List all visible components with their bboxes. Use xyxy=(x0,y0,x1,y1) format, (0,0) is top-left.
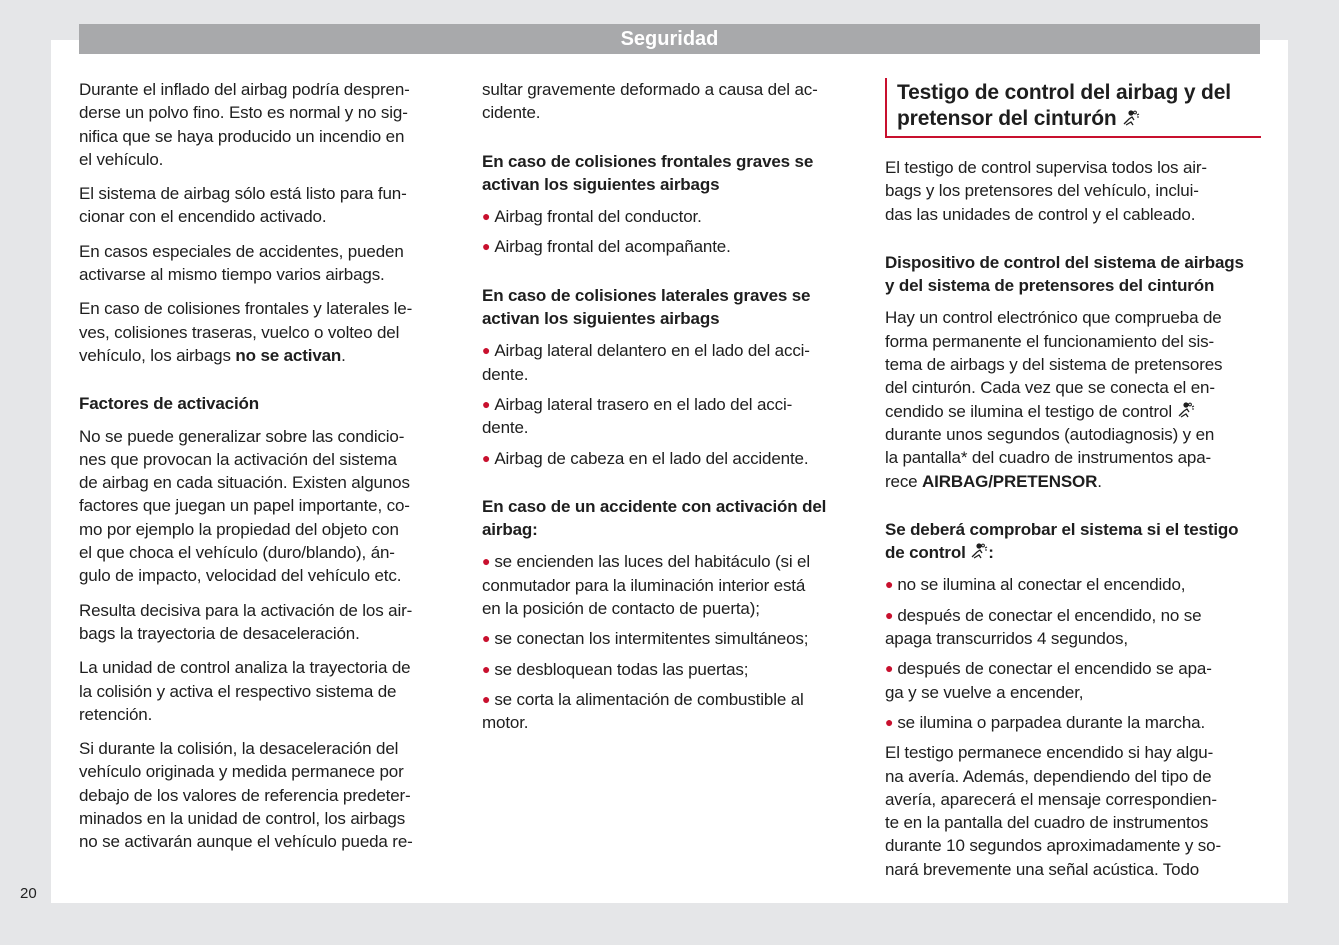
text-run: . xyxy=(1097,471,1102,491)
paragraph xyxy=(79,425,459,588)
list-item xyxy=(482,627,862,650)
text-run: sultar gravemente deformado a causa del ac- cidente. xyxy=(482,80,818,123)
bullet-icon: ● xyxy=(885,713,894,730)
bullet-icon: ● xyxy=(482,630,491,647)
text-column-2 xyxy=(482,78,862,742)
bold-text: no se activan xyxy=(235,345,342,365)
subheading xyxy=(885,518,1261,565)
paragraph xyxy=(482,78,862,125)
bullet-icon: ● xyxy=(482,342,491,359)
text-run: En caso de colisiones frontales y laterales le- ves, colisiones traseras, vuelco o volteo del vehículo, los airbags xyxy=(79,299,413,365)
paragraph xyxy=(885,741,1261,881)
list-item xyxy=(482,688,862,735)
paragraph xyxy=(885,156,1261,226)
text-run: El testigo de control supervisa todos los air- bags y los pretensores del vehículo, inclui- das las unidades de control y el cableado. xyxy=(885,158,1207,224)
bullet-icon: ● xyxy=(482,553,491,570)
text-run: Se deberá comprobar el sistema si el testigo de control xyxy=(885,519,1239,563)
subheading xyxy=(885,251,1261,298)
text-run: Factores de activación xyxy=(79,394,259,414)
paragraph xyxy=(79,297,459,367)
list-item xyxy=(482,235,862,258)
text-run: durante unos segundos (autodiagnosis) y en la pantalla* del cuadro de instrumentos apa- rece xyxy=(885,424,1215,491)
text-run: En caso de colisiones frontales graves se activan los siguientes airbags xyxy=(482,151,814,194)
list-item xyxy=(482,205,862,228)
paragraph xyxy=(885,306,1261,492)
paragraph xyxy=(79,182,459,229)
text-run: se desbloquean todas las puertas; xyxy=(494,659,749,679)
text-run: Testigo de control del airbag y del pretensor del cinturón xyxy=(897,81,1231,130)
bullet-icon: ● xyxy=(482,449,491,466)
list-item xyxy=(482,447,862,470)
paragraph xyxy=(79,78,459,171)
text-run: No se puede generalizar sobre las condicio- nes que provocan la activación del sistema de airbag en cada situación. Existen algunos factores que juegan un papel importante, co- mo por ejemplo la propiedad del objeto con el que choca el vehículo (duro/blando), án- gulo de impacto, velocidad del vehículo etc. xyxy=(79,426,410,586)
subheading xyxy=(482,150,862,197)
bullet-icon: ● xyxy=(885,576,894,593)
list-item xyxy=(482,393,862,440)
airbag-warning-icon xyxy=(1122,107,1140,123)
subheading xyxy=(482,284,862,331)
bullet-icon: ● xyxy=(482,395,491,412)
bullet-icon: ● xyxy=(482,660,491,677)
list-item xyxy=(885,657,1261,704)
text-run: En caso de un accidente con activación del airbag: xyxy=(482,496,827,540)
text-column-3 xyxy=(885,78,1261,892)
bullet-icon: ● xyxy=(885,660,894,677)
text-run: se corta la alimentación de combustible al motor. xyxy=(482,689,804,733)
bold-text: AIRBAG/PRETENSOR xyxy=(922,471,1098,491)
airbag-warning-icon xyxy=(1177,401,1195,417)
subheading xyxy=(79,392,459,415)
text-run: El sistema de airbag sólo está listo para fun- cionar con el encendido activado. xyxy=(79,184,407,227)
text-run: En casos especiales de accidentes, pueden activarse al mismo tiempo varios airbags. xyxy=(79,241,404,285)
bullet-icon: ● xyxy=(885,606,894,623)
text-run: . xyxy=(341,345,346,365)
text-run: El testigo permanece encendido si hay algu- na avería. Además, dependiendo del tipo de avería, aparecerá el mensaje correspondien- te en la pantalla del cuadro de instrumentos durante 10 segundos aproximadamente y so- nará brevemente una señal acústica. Todo xyxy=(885,743,1221,879)
list-item xyxy=(885,573,1261,596)
text-column-1 xyxy=(79,78,459,865)
bullet-icon: ● xyxy=(482,208,491,225)
airbag-warning-icon xyxy=(970,542,988,558)
text-run: se conectan los intermitentes simultáneos; xyxy=(494,629,809,649)
list-item xyxy=(482,658,862,681)
paragraph xyxy=(79,240,459,287)
text-run: Airbag lateral delantero en el lado del acci- dente. xyxy=(482,341,810,384)
list-item xyxy=(482,550,862,620)
text-run: se ilumina o parpadea durante la marcha. xyxy=(897,712,1206,732)
paragraph xyxy=(79,737,459,853)
subheading xyxy=(482,495,862,542)
text-run: se encienden las luces del habitáculo (si el conmutador para la iluminación interior está en la posición de contacto de puerta); xyxy=(482,552,810,619)
text-run: Si durante la colisión, la desaceleración del vehículo originada y medida permanece por debajo de los valores de referencia predeter- minados en la unidad de control, los airbags no se activarán aunque el vehículo pueda re- xyxy=(79,739,413,852)
list-item xyxy=(885,711,1261,734)
text-run: no se ilumina al conectar el encendido, xyxy=(897,575,1186,595)
text-run: Hay un control electrónico que comprueba de forma permanente el funcionamiento del sis- tema de airbags y del sistema de pretensores del cinturón. Cada vez que se conecta el en- cendido se ilumina el testigo de control xyxy=(885,308,1223,421)
text-run: Resulta decisiva para la activación de los air- bags la trayectoria de desaceleración. xyxy=(79,600,413,643)
bullet-icon: ● xyxy=(482,690,491,707)
text-run: después de conectar el encendido se apa- ga y se vuelve a encender, xyxy=(885,659,1212,702)
text-run: Dispositivo de control del sistema de airbags y del sistema de pretensores del cinturón xyxy=(885,252,1244,296)
paragraph xyxy=(79,656,459,726)
text-run: En caso de colisiones laterales graves se activan los siguientes airbags xyxy=(482,285,811,329)
text-run: después de conectar el encendido, no se apaga transcurridos 4 segundos, xyxy=(885,605,1202,649)
text-run: : xyxy=(988,543,994,563)
text-run: Airbag de cabeza en el lado del accidente. xyxy=(494,448,809,468)
page-number: 20 xyxy=(20,885,37,902)
text-run: Durante el inflado del airbag podría despren- derse un polvo fino. Esto es normal y no sig- nifica que se haya producido un incendio en el vehículo. xyxy=(79,80,410,169)
bullet-icon: ● xyxy=(482,238,491,255)
text-run: Airbag lateral trasero en el lado del acci- dente. xyxy=(482,394,793,438)
section-title xyxy=(885,78,1261,138)
text-run: Airbag frontal del acompañante. xyxy=(494,237,731,257)
list-item xyxy=(482,339,862,386)
paragraph xyxy=(79,599,459,646)
text-run: Airbag frontal del conductor. xyxy=(494,207,702,227)
section-header: Seguridad xyxy=(79,24,1260,54)
list-item xyxy=(885,604,1261,651)
text-run: La unidad de control analiza la trayectoria de la colisión y activa el respectivo sistema de retención. xyxy=(79,658,411,724)
